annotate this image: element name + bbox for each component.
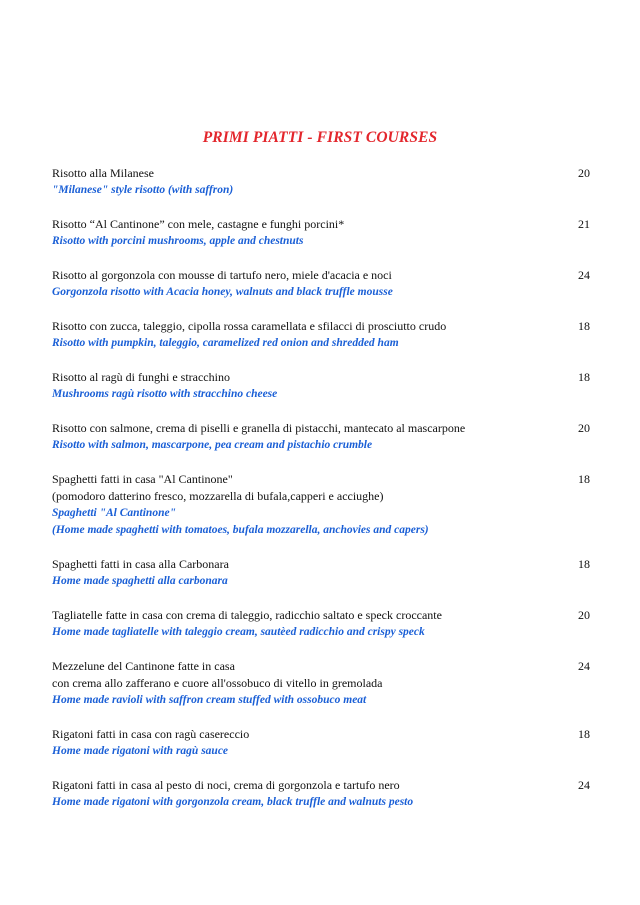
menu-item — [52, 369, 590, 403]
menu-item — [52, 777, 590, 811]
menu-item — [52, 216, 590, 250]
dish-price: 24 — [578, 659, 590, 673]
dish-price: 20 — [578, 608, 590, 622]
dish-name-italian: Spaghetti fatti in casa alla Carbonara — [52, 557, 229, 571]
dish-price: 21 — [578, 217, 590, 231]
dish-price: 18 — [578, 727, 590, 741]
dish-name-italian: Rigatoni fatti in casa al pesto di noci, crema di gorgonzola e tartufo nero — [52, 778, 400, 792]
dish-name-italian: con crema allo zafferano e cuore all'ossobuco di vitello in gremolada — [52, 676, 383, 690]
menu-item — [52, 726, 590, 760]
dish-price: 20 — [578, 166, 590, 180]
dish-name-italian: Mezzelune del Cantinone fatte in casa — [52, 659, 235, 673]
dish-name-italian: (pomodoro datterino fresco, mozzarella di bufala,capperi e acciughe) — [52, 489, 384, 503]
menu-items-list — [52, 165, 590, 828]
dish-name-english: Home made tagliatelle with taleggio cream, sautèed radicchio and crispy speck — [52, 626, 425, 638]
menu-item — [52, 658, 590, 709]
dish-name-english: Risotto with pumpkin, taleggio, caramelized red onion and shredded ham — [52, 337, 399, 349]
menu-item — [52, 556, 590, 590]
dish-name-english: Home made rigatoni with gorgonzola cream, black truffle and walnuts pesto — [52, 796, 414, 808]
menu-item — [52, 607, 590, 641]
dish-name-italian: Risotto alla Milanese — [52, 166, 154, 180]
dish-price: 18 — [578, 319, 590, 333]
dish-name-english: Risotto with porcini mushrooms, apple and chestnuts — [52, 235, 304, 247]
dish-name-english: Mushrooms ragù risotto with stracchino cheese — [52, 388, 278, 400]
dish-price: 24 — [578, 268, 590, 282]
dish-price: 18 — [578, 472, 590, 486]
dish-price: 20 — [578, 421, 590, 435]
menu-item — [52, 471, 590, 539]
dish-name-english: Home made rigatoni with ragù sauce — [52, 745, 229, 757]
page-title: PRIMI PIATTI - FIRST COURSES — [202, 129, 438, 146]
dish-name-italian: Risotto “Al Cantinone” con mele, castagne e funghi porcini* — [52, 217, 345, 231]
dish-name-italian: Risotto al ragù di funghi e stracchino — [52, 370, 230, 384]
dish-name-italian: Risotto al gorgonzola con mousse di tartufo nero, miele d'acacia e noci — [52, 268, 392, 282]
dish-price: 18 — [578, 370, 590, 384]
dish-name-english: Risotto with salmon, mascarpone, pea cream and pistachio crumble — [52, 439, 373, 451]
dish-name-english: Gorgonzola risotto with Acacia honey, walnuts and black truffle mousse — [52, 286, 393, 298]
dish-name-italian: Rigatoni fatti in casa con ragù casereccio — [52, 727, 250, 741]
dish-name-italian: Spaghetti fatti in casa "Al Cantinone" — [52, 472, 233, 486]
menu-item — [52, 420, 590, 454]
dish-name-italian: Risotto con zucca, taleggio, cipolla rossa caramellata e sfilacci di prosciutto crudo — [52, 319, 447, 333]
menu-item — [52, 267, 590, 301]
dish-price: 24 — [578, 778, 590, 792]
dish-name-english: "Milanese" style risotto (with saffron) — [52, 184, 234, 196]
dish-name-english: Home made ravioli with saffron cream stuffed with ossobuco meat — [52, 694, 367, 706]
menu-item — [52, 318, 590, 352]
menu-item — [52, 165, 590, 199]
dish-name-italian: Tagliatelle fatte in casa con crema di taleggio, radicchio saltato e speck croccante — [52, 608, 442, 622]
dish-name-english: Spaghetti "Al Cantinone" — [52, 507, 176, 519]
dish-name-english: Home made spaghetti alla carbonara — [52, 575, 228, 587]
dish-name-english: (Home made spaghetti with tomatoes, bufala mozzarella, anchovies and capers) — [52, 524, 429, 536]
dish-name-italian: Risotto con salmone, crema di piselli e granella di pistacchi, mantecato al mascarpone — [52, 421, 466, 435]
dish-price: 18 — [578, 557, 590, 571]
